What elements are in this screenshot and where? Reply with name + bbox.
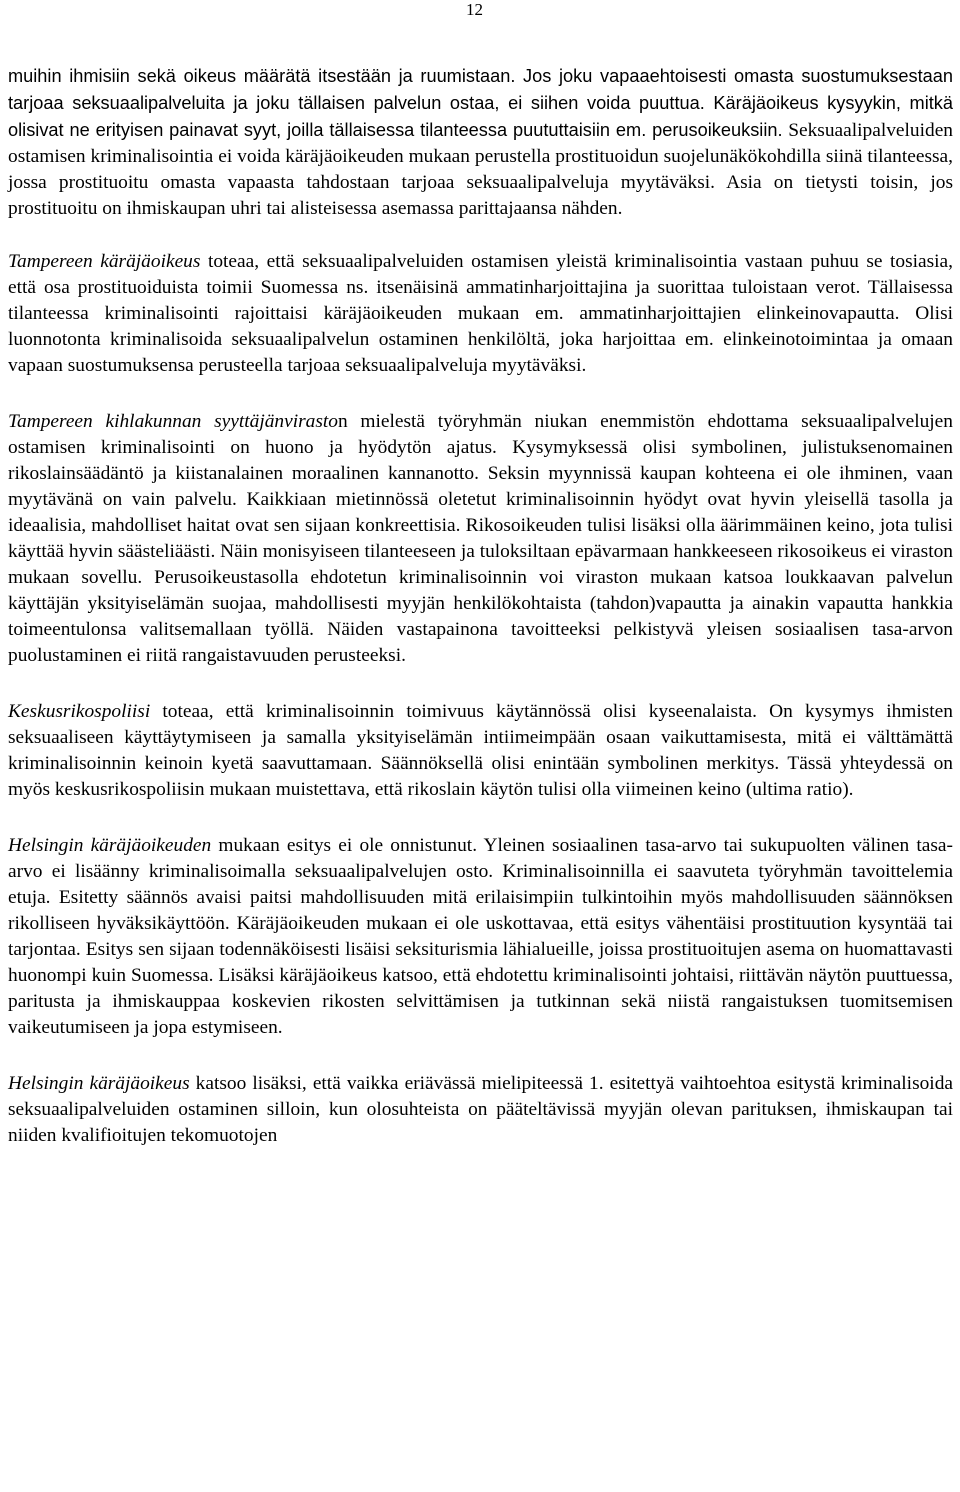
paragraph-5-source: Helsingin käräjäoikeuden	[8, 835, 212, 856]
paragraph-3-source: Tampereen kihlakunnan syyttäjänvirasto	[8, 411, 338, 432]
paragraph-3-text: n mielestä työryhmän niukan enemmistön ehdottama seksuaalipalvelujen ostamisen kriminalisointi on huono ja hyödytön ajatus. Kysymyksessä olisi symbolinen, julistuksenomainen rikoslainsäädäntö ja kiistanalainen moraalinen kannanotto. Seksin myynnissä kaupan kohteena ei ole ihminen, vaan myytävänä on vain palvelu. Kaikkiaan mietinnössä oletetut kriminalisoinnin hyödyt ovat hyvin yleisellä tasolla ja ideaalisia, mahdolliset haitat ovat sen sijaan konkreettisia. Rikosoikeuden tulisi lisäksi olla äärimmäinen keino, jota tulisi käyttää hyvin säästeliäästi. Näin monisyiseen tilanteeseen ja tuloksiltaan epävarmaan hankkeeseen rikosoikeus ei viraston mukaan sovellu. Perusoikeustasolla ehdotetun kriminalisoinnin voi viraston mukaan katsoa loukkaavan palvelun käyttäjän yksityiselämän suojaa, mahdollisesti myyjän henkilökohtaista (tahdon)vapautta ja ainakin vapautta hankkia toimeentulonsa valitsemallaan työllä. Näiden vastapainona tavoitteeksi pelkistyvä yleisen sosiaalisen tasa-arvon puolustaminen ei riitä rangaistavuuden perusteeksi.	[8, 411, 953, 666]
paragraph-6	[8, 1071, 953, 1149]
paragraph-4-text: toteaa, että kriminalisoinnin toimivuus käytännössä olisi kyseenalaista. On kysymys ihmisten seksuaaliseen käyttäytymiseen ja samalla yksityiselämän intiimeimpään osaan vaikuttamisesta, mitä ei välttämättä kriminalisoinnin keinoin kyetä saavuttamaan. Säännöksellä olisi enintään symbolinen merkitys. Tässä yhteydessä on myös keskusrikospoliisin mukaan muistettava, että rikoslain käytön tulisi olla viimeinen keino (ultima ratio).	[8, 701, 953, 800]
paragraph-5-text: mukaan esitys ei ole onnistunut. Yleinen sosiaalinen tasa-arvo tai sukupuolten välinen tasa-arvo ei lisäänny kriminalisoimalla seksuaalipalvelujen osto. Kriminalisoinnilla ei saavuteta työryhmän tavoittelemia etuja. Esitetty säännös avaisi paitsi mahdollisuuden mitä erilaisimpiin tulkintoihin myös mahdollisuuden säännöksen rikolliseen hyväksikäyttöön. Käräjäoikeuden mukaan ei ole uskottavaa, että esitys vähentäisi prostituution kysyntää tai tarjontaa. Esitys sen sijaan todennäköisesti lisäisi seksiturismia lähialueille, joissa prostituoitujen asema on huomattavasti huonompi kuin Suomessa. Lisäksi käräjäoikeus katsoo, että ehdotettu kriminalisointi johtaisi, riittävän näytön puuttuessa, paritusta ja ihmiskauppaa koskevien rikosten selvittämisen ja tutkinnan sekä niistä rangaistuksen tuomitsemisen vaikeutumiseen ja jopa estymiseen.	[8, 835, 953, 1038]
paragraph-6-text: katsoo lisäksi, että vaikka eriävässä mielipiteessä 1. esitettyä vaihtoehtoa esitystä kriminalisoida seksuaalipalveluiden ostaminen silloin, kun olosuhteista on pääteltävissä myyjän olevan parituksen, ihmiskaupan tai niiden kvalifioitujen tekomuotojen	[8, 1073, 953, 1146]
paragraph-5	[8, 833, 953, 1041]
paragraph-2	[8, 249, 953, 379]
paragraph-1	[8, 63, 953, 222]
paragraph-2-source: Tampereen käräjäoikeus	[8, 251, 201, 272]
page-number: 12	[466, 0, 483, 19]
paragraph-2-text: toteaa, että seksuaalipalveluiden ostamisen yleistä kriminalisointia vastaan puhuu se tosiasia, että osa prostituoiduista toimii Suomessa ns. itsenäisinä ammatinharjoittajina ja suorittaa tuloistaan verot. Tällaisessa tilanteessa kriminalisointi rajoittaisi käräjäoikeuden mukaan em. ammatinharjoittajien elinkeinovapautta. Olisi luonnotonta kriminalisoida seksuaalipalvelun ostaminen henkilöltä, joka harjoittaa em. elinkeinotoimintaa ja omaan vapaan suostumuksensa perusteella tarjoaa seksuaalipalveluja myytäväksi.	[8, 251, 953, 376]
paragraph-1-serif-text: Seksuaalipalveluiden ostamisen kriminalisointia ei voida käräjäoikeuden mukaan perustella prostituoidun suojelunäkökohdilla siinä tilanteessa, jossa prostituoitu omasta vapaasta tahdostaan tarjoaa seksuaalipalveluja myytäväksi. Asia on tietysti toisin, jos prostituoitu on ihmiskaupan uhri tai alisteisessa asemassa parittajaansa nähden.	[8, 120, 953, 219]
paragraph-4-source: Keskusrikospoliisi	[8, 701, 151, 722]
paragraph-1-sans-text: muihin ihmisiin sekä oikeus määrätä itsestään ja ruumistaan. Jos joku vapaaehtoisesti omasta suostumuksestaan tarjoaa seksuaalipalveluita ja joku tällaisen palvelun ostaa, ei siihen voida puuttua. Käräjäoikeus kysyykin, mitkä olisivat ne erityisen painavat syyt, joilla tällaisessa tilanteessa puututtaisiin em. perusoikeuksiin.	[8, 66, 953, 140]
paragraph-3	[8, 409, 953, 669]
document-body	[8, 63, 953, 1175]
paragraph-4	[8, 699, 953, 803]
paragraph-6-source: Helsingin käräjäoikeus	[8, 1073, 190, 1094]
